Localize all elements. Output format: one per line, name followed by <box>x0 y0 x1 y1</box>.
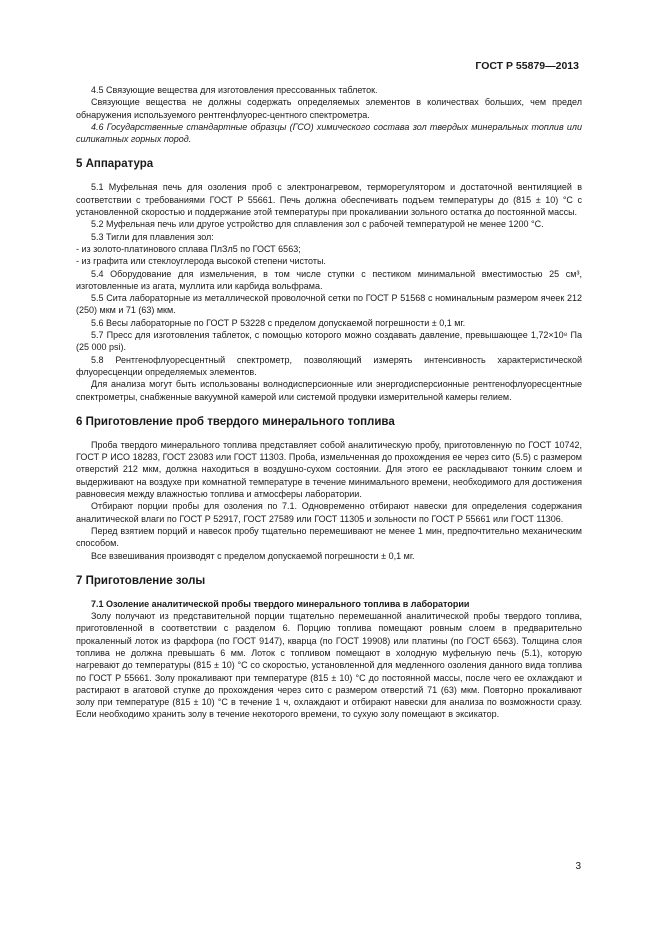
clause-7-1-text: Золу получают из представительной порции тщательно перемешанной аналитической пробы твердого топлива, приготовленной в соответствии с разделом 6. Порцию топлива помещают ровным слоем в предварительно прокаленный лоток из фарфора (по ГОСТ 9147), кварца (по ГОСТ 19908) или платины (по ГОСТ 6563). Толщина слоя топлива не должна превышать 6 мм. Лоток с топливом помещают в холодную муфельную печь (5.1), которую нагревают до температуры (815 ± 10) °С со скоростью, установленной для медленного озоления данного вида топлива по ГОСТ Р 55661. Золу прокаливают при температуре (815 ± 10) °С до постоянной массы, после чего ее охлаждают и растирают в агатовой ступке до прохождения через сито с размером отверстий 71 (63) мкм. Повторно прокаливают золу при температуре (815 ± 10) °С в течение 1 ч, охлаждают и отбирают навески для анализа по возможности сразу. Если необходимо хранить золу в течение некоторого времени, то сухую золу помещают в эксикатор. <box>76 611 582 720</box>
clause-5-2: 5.2 Муфельная печь или другое устройство для сплавления зол с рабочей температурой не менее 1200 °С. <box>91 219 544 230</box>
section-7-heading: 7 Приготовление золы <box>76 574 206 587</box>
clause-4-6: 4.6 Государственные стандартные образцы (ГСО) химического состава зол твердых минеральных топлив или силикатных горных пород. <box>76 121 582 145</box>
standard-header: ГОСТ Р 55879—2013 <box>475 60 579 72</box>
section-5-heading: 5 Аппаратура <box>76 158 154 171</box>
page-number: 3 <box>575 861 581 872</box>
clause-4-5: 4.5 Связующие вещества для изготовления прессованных таблеток. <box>91 85 378 95</box>
subsection-7-1-heading: 7.1 Озоление аналитической пробы твердого минерального топлива в лаборатории <box>91 598 470 609</box>
clause-5-3-item-b: - из графита или стеклоуглерода высокой степени чистоты. <box>76 256 326 267</box>
clause-5-6: 5.6 Весы лабораторные по ГОСТ Р 53228 с пределом допускаемой погрешности ± 0,1 мг. <box>91 317 466 328</box>
clause-4-5-text: Связующие вещества не должны содержать определяемых элементов в количествах больших, чем предел обнаружения используемого рентгенфлуорес-центного спектрометра. <box>76 97 582 120</box>
clause-5-5: 5.5 Сита лабораторные из металлической проволочной сетки по ГОСТ Р 51568 с номинальным размером ячеек 212 (250) мкм и 71 (63) мкм. <box>76 293 582 316</box>
document-body <box>76 84 582 721</box>
section-6-para-1: Проба твердого минерального топлива представляет собой аналитическую пробу, приготовленную по ГОСТ 10742, ГОСТ Р ИСО 18283, ГОСТ 23083 или ГОСТ 11303. Проба, измельченная до прохождения ее через сито (5.5) с размером отверстий 212 мкм, должна находиться в воздушно-сухом состоянии. Для этого ее раскладывают тонким слоем и выдерживают на воздухе при комнатной температуре в течение минимального времени, необходимого для достижения равновесия между влажностью топлива и атмосферы лаборатории. <box>76 439 582 500</box>
clause-5-8: 5.8 Рентгенофлуоресцентный спектрометр, позволяющий измерять интенсивность характеристической флуоресценции определяемых элементов. <box>76 354 582 377</box>
section-6-para-2: Отбирают порции пробы для озоления по 7.1. Одновременно отбирают навески для определения содержания аналитической влаги по ГОСТ Р 52917, ГОСТ 27589 или ГОСТ 11305 и зольности по ГОСТ Р 55661 или ГОСТ 11306. <box>76 501 582 524</box>
clause-5-1: 5.1 Муфельная печь для озоления проб с электронагревом, терморегулятором и достаточной вентиляцией в соответствии с требованиями ГОСТ Р 55661. Печь должна обеспечивать подъем температуры до (815 ± 10) °С с установленной скоростью и поддержание этой температуры при прокаливании зольного остатка до постоянной массы. <box>76 182 582 218</box>
section-6-para-4: Все взвешивания производят с пределом допускаемой погрешности ± 0,1 мг. <box>91 550 415 561</box>
clause-5-3-item-a: - из золото-платинового сплава ПлЗл5 по ГОСТ 6563; <box>76 243 301 254</box>
clause-5-4: 5.4 Оборудование для измельчения, в том числе ступки с пестиком минимальной вместимостью 25 см³, изготовленные из агата, муллита или карбида вольфрама. <box>76 268 582 291</box>
clause-5-8-note: Для анализа могут быть использованы волнодисперсионные или энергодисперсионные рентгенофлуоресцентные спектрометры, снабженные вакуумной камерой или системой продувки измерительной камеры гелием. <box>76 379 582 402</box>
section-6-para-3: Перед взятием порций и навесок пробу тщательно перемешивают не менее 1 мин, предпочтительно механическим способом. <box>76 525 582 549</box>
clause-5-7: 5.7 Пресс для изготовления таблеток, с помощью которого можно создавать давление, превышающее 1,72×10⁸ Па (25 000 psi). <box>76 330 582 353</box>
section-6-heading: 6 Приготовление проб твердого минерального топлива <box>76 415 395 428</box>
clause-5-3: 5.3 Тигли для плавления зол: <box>91 231 214 242</box>
